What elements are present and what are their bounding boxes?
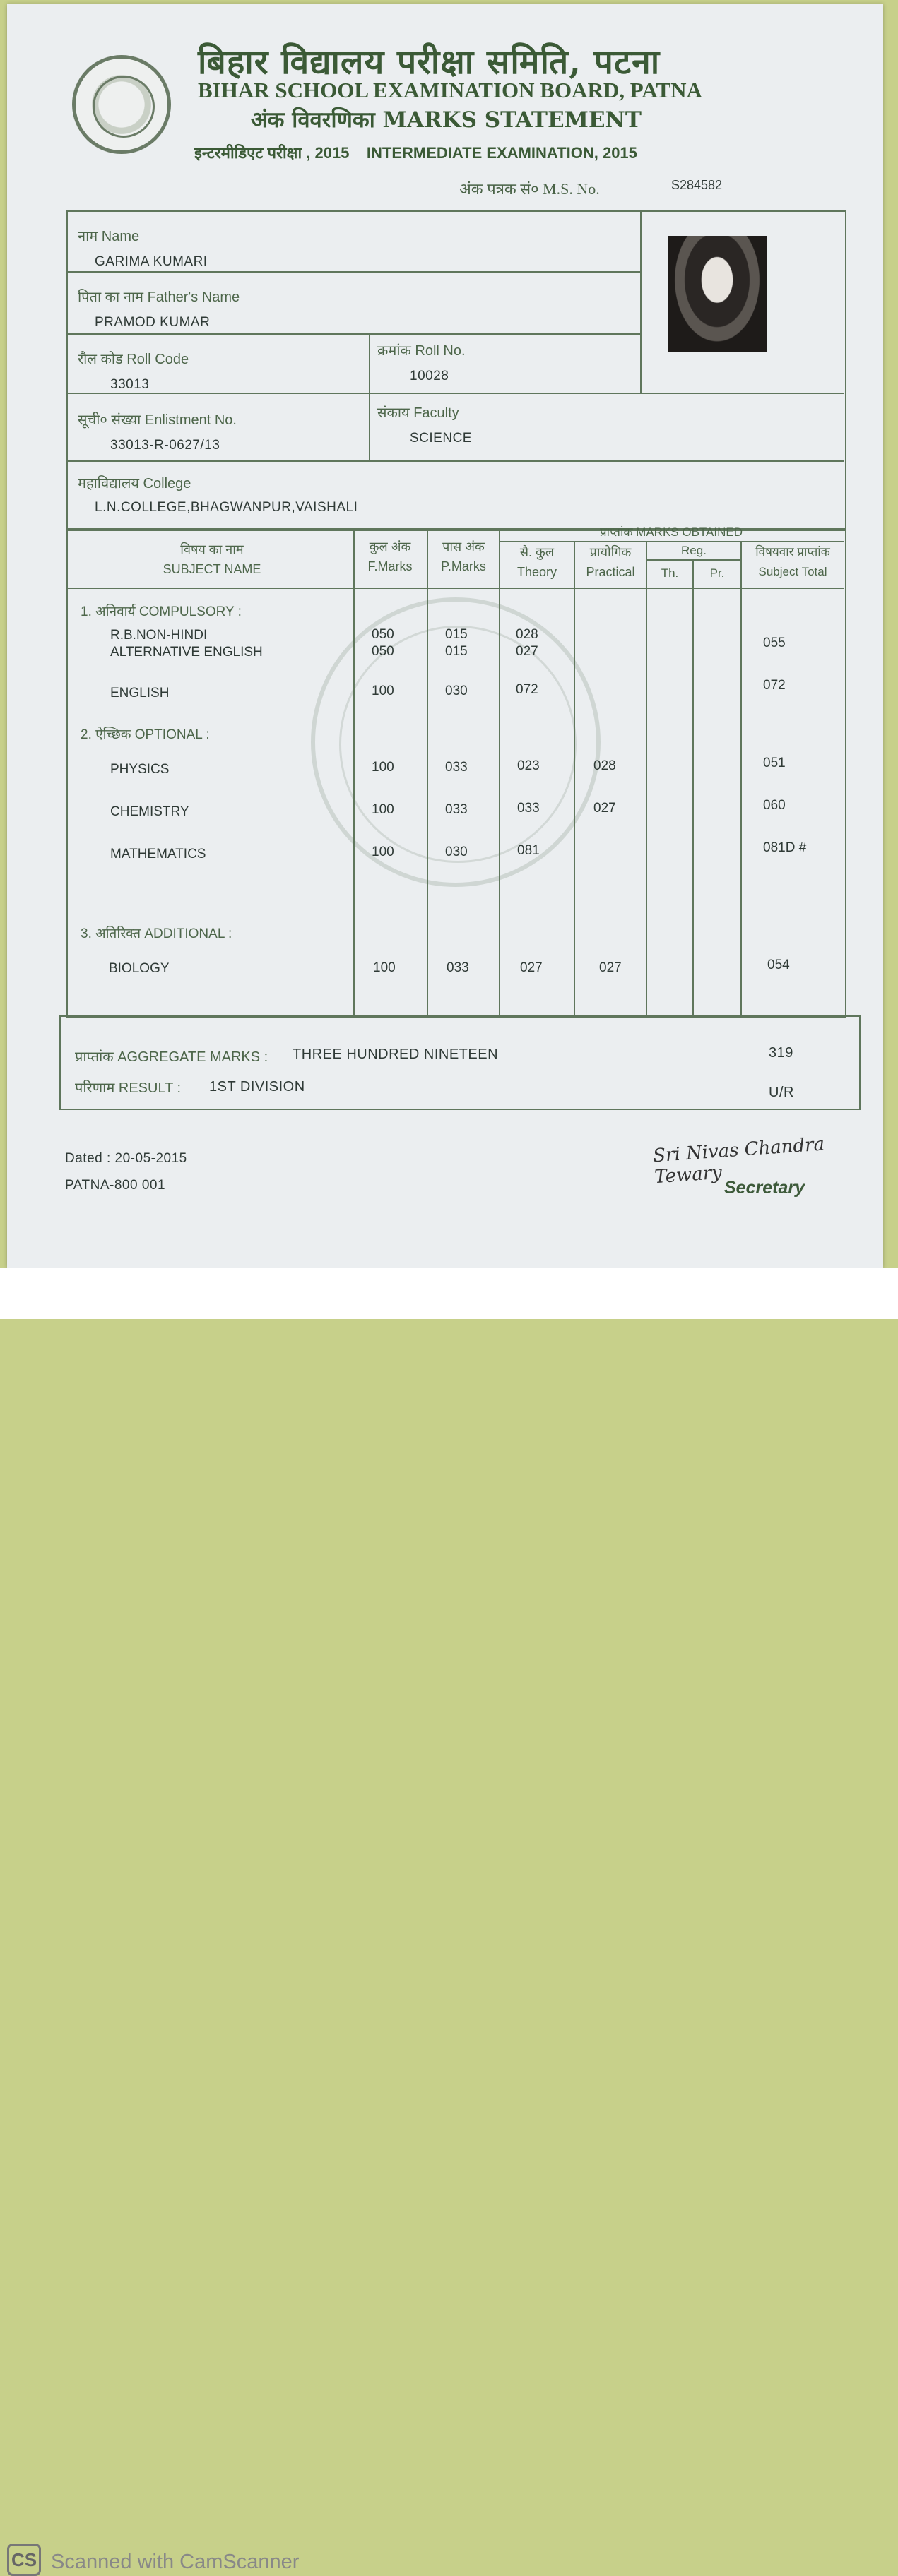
col-reg-th: Th. xyxy=(661,566,679,580)
col-fmarks-hindi: कुल अंक xyxy=(369,539,411,554)
practical-cell: 028 xyxy=(593,758,616,773)
secretary-title: Secretary xyxy=(724,1178,805,1198)
section-additional: 3. अतिरिक्त ADDITIONAL : xyxy=(81,926,232,941)
student-photo xyxy=(668,236,767,352)
enlistment-value: 33013-R-0627/13 xyxy=(110,438,220,453)
fmarks-cell: 100 xyxy=(373,960,396,975)
board-title-english: BIHAR SCHOOL EXAMINATION BOARD, PATNA xyxy=(198,78,702,102)
result-value: 1ST DIVISION xyxy=(209,1079,305,1095)
pmarks-cell: 030 xyxy=(445,845,468,859)
aggregate-words: THREE HUNDRED NINETEEN xyxy=(293,1046,499,1062)
pmarks-cell: 015 xyxy=(445,627,468,642)
theory-cell: 027 xyxy=(520,960,543,975)
board-title-hindi: बिहार विद्यालय परीक्षा समिति, पटना xyxy=(198,42,661,82)
subject-name: ALTERNATIVE ENGLISH xyxy=(110,645,263,660)
enlistment-label: सूची० संख्या Enlistment No. xyxy=(78,412,237,428)
name-label: नाम Name xyxy=(78,229,140,244)
col-reg: Reg. xyxy=(681,544,707,557)
roll-code-label: रौल कोड Roll Code xyxy=(78,352,189,367)
fmarks-cell: 100 xyxy=(372,760,394,775)
practical-cell: 027 xyxy=(593,801,616,816)
col-total-english: Subject Total xyxy=(758,565,827,578)
col-subject-hindi: विषय का नाम xyxy=(180,542,244,556)
fmarks-cell: 050 xyxy=(372,627,394,642)
theory-cell: 028 xyxy=(516,627,538,642)
col-reg-pr: Pr. xyxy=(709,566,725,580)
place: PATNA-800 001 xyxy=(65,1178,166,1193)
father-name-value: PRAMOD KUMAR xyxy=(95,315,211,330)
total-cell: 054 xyxy=(767,958,790,972)
dated: Dated : 20-05-2015 xyxy=(65,1151,187,1166)
col-theory-hindi: सै. कुल xyxy=(519,545,555,559)
fmarks-cell: 100 xyxy=(372,845,394,859)
camscanner-text: Scanned with CamScanner xyxy=(51,2551,300,2573)
theory-cell: 072 xyxy=(516,682,538,697)
college-label: महाविद्यालय College xyxy=(78,476,191,491)
exam-title-hindi: इन्टरमीडिएट परीक्षा , 2015 xyxy=(194,144,350,162)
theory-cell: 033 xyxy=(517,801,540,816)
theory-cell: 027 xyxy=(516,644,538,659)
secretary-signature: Sri Nivas Chandra Tewary xyxy=(652,1133,825,1188)
faculty-label: संकाय Faculty xyxy=(377,405,459,421)
col-fmarks-english: F.Marks xyxy=(367,559,413,573)
aggregate-label: प्राप्तांक AGGREGATE MARKS : xyxy=(75,1049,268,1065)
fmarks-cell: 100 xyxy=(372,802,394,817)
fmarks-cell: 100 xyxy=(372,684,394,698)
exam-title-english: INTERMEDIATE EXAMINATION, 2015 xyxy=(366,144,637,162)
ms-no-label: अंक पत्रक सं० M.S. No. xyxy=(459,180,600,198)
col-practical-hindi: प्रायोगिक xyxy=(589,545,632,559)
theory-cell: 081 xyxy=(517,843,540,858)
subject-name: R.B.NON-HINDI xyxy=(110,628,208,643)
subject-name: PHYSICS xyxy=(110,762,170,777)
pmarks-cell: 033 xyxy=(447,960,469,975)
subject-name: MATHEMATICS xyxy=(110,847,206,861)
exam-title xyxy=(194,142,637,163)
section-optional: 2. ऐच्छिक OPTIONAL : xyxy=(81,727,210,742)
total-cell: 060 xyxy=(763,798,786,813)
total-cell: 051 xyxy=(763,756,786,770)
pmarks-cell: 033 xyxy=(445,802,468,817)
roll-no-label: क्रमांक Roll No. xyxy=(377,343,466,359)
col-practical-english: Practical xyxy=(586,565,635,579)
result-label: परिणाम RESULT : xyxy=(75,1080,182,1096)
name-value: GARIMA KUMARI xyxy=(95,254,208,269)
pmarks-cell: 033 xyxy=(445,760,468,775)
result-status: U/R xyxy=(769,1085,794,1100)
marks-statement-sheet xyxy=(7,4,883,1268)
marks-obtained-header: प्राप्तांक MARKS OBTAINED xyxy=(599,525,743,539)
aggregate-value: 319 xyxy=(769,1045,793,1061)
practical-cell: 027 xyxy=(599,960,622,975)
fmarks-cell: 050 xyxy=(372,644,394,659)
theory-cell: 023 xyxy=(517,758,540,773)
section-compulsory: 1. अनिवार्य COMPULSORY : xyxy=(81,604,242,619)
roll-code-value: 33013 xyxy=(110,377,150,392)
subject-name: CHEMISTRY xyxy=(110,804,189,819)
camscanner-logo-icon: CS xyxy=(7,2544,41,2576)
ms-no-value: S284582 xyxy=(671,178,723,192)
pmarks-cell: 015 xyxy=(445,644,468,659)
subject-name: ENGLISH xyxy=(110,686,170,700)
subject-name: BIOLOGY xyxy=(109,961,170,976)
board-seal-icon xyxy=(72,55,171,154)
col-pmarks-hindi: पास अंक xyxy=(442,539,485,554)
total-cell: 081D # xyxy=(763,840,807,855)
faculty-value: SCIENCE xyxy=(410,431,472,446)
total-cell: 055 xyxy=(763,636,786,650)
roll-no-value: 10028 xyxy=(410,369,449,383)
total-cell: 072 xyxy=(763,678,786,693)
college-value: L.N.COLLEGE,BHAGWANPUR,VAISHALI xyxy=(95,500,358,515)
pmarks-cell: 030 xyxy=(445,684,468,698)
scanner-footer xyxy=(0,1268,898,2573)
col-subject-english: SUBJECT NAME xyxy=(163,562,261,576)
col-pmarks-english: P.Marks xyxy=(441,559,486,573)
col-total-hindi: विषयवार प्राप्तांक xyxy=(755,545,830,559)
father-name-label: पिता का नाम Father's Name xyxy=(78,290,240,305)
col-theory-english: Theory xyxy=(516,565,557,579)
marks-statement-title: अंक विवरणिका MARKS STATEMENT xyxy=(251,107,642,133)
